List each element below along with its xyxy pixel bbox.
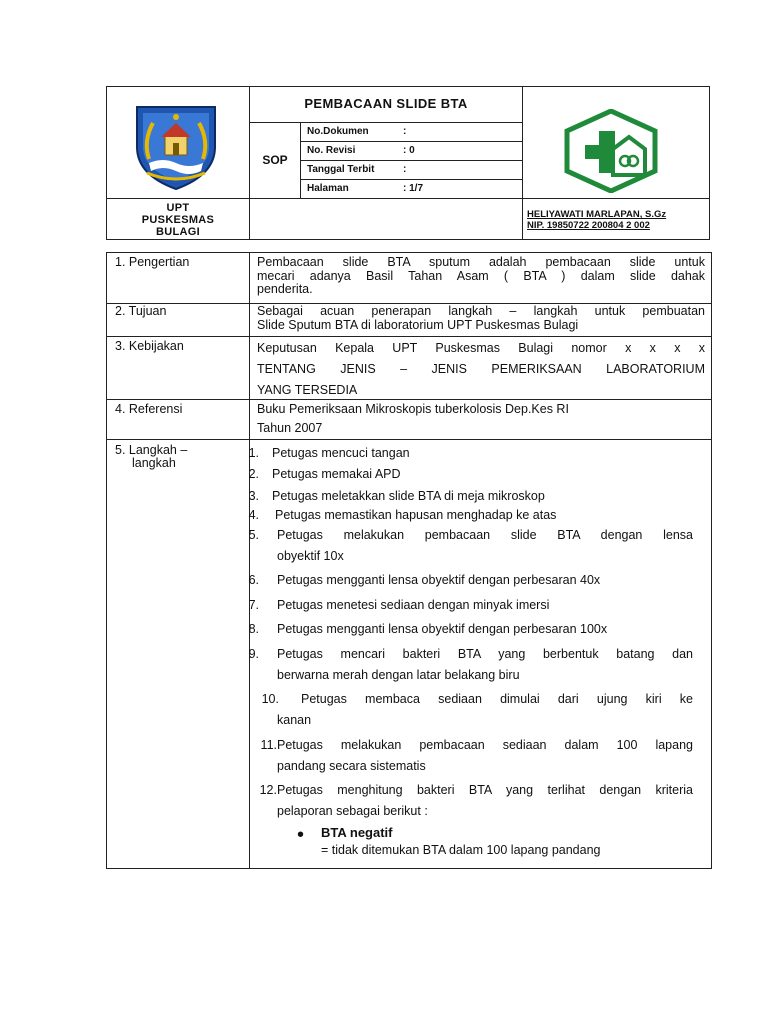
- section-text-kebijakan: [257, 338, 705, 401]
- label-line: 5. Langkah –: [115, 443, 188, 457]
- text-line: Pembacaan slide BTA sputum adalah pembacaan slide untuk: [257, 255, 705, 269]
- step-line: Petugas melakukan pembacaan sediaan dalam 100 lapang: [277, 738, 693, 752]
- step-number: 1.: [248, 446, 259, 460]
- organization-name: [107, 202, 249, 238]
- sop-content-table: [106, 252, 712, 869]
- step-line: pandang secara sistematis: [277, 759, 426, 773]
- divider: [107, 198, 709, 199]
- step-number: 10.: [261, 692, 279, 706]
- step-text: Petugas meletakkan slide BTA di meja mikroskop: [272, 489, 545, 503]
- meta-issue-date: [307, 160, 522, 179]
- text-line: mecari adanya Basil Tahan Asam ( BTA ) dalam slide dahak: [257, 268, 705, 283]
- text-line: Sebagai acuan penerapan langkah – langkah untuk pembuatan: [257, 304, 705, 318]
- section-label-langkah: [115, 444, 187, 470]
- step-line: kanan: [277, 713, 312, 727]
- meta-key: Halaman: [307, 183, 349, 194]
- step-text: [277, 735, 693, 777]
- puskesmas-cross-icon: [563, 109, 659, 193]
- text-line: penderita.: [257, 282, 313, 296]
- step-text: [277, 525, 693, 567]
- step-number: 9.: [248, 647, 259, 661]
- text-line: Slide Sputum BTA di laboratorium UPT Puskesmas Bulagi: [257, 317, 579, 332]
- step-line: Petugas melakukan pembacaan slide BTA dengan lensa: [277, 528, 693, 542]
- meta-key: No. Revisi: [307, 145, 356, 156]
- step-number: 2.: [248, 467, 259, 481]
- step-text: Petugas mengganti lensa obyektif dengan perbesaran 40x: [277, 573, 601, 587]
- label-line: langkah: [132, 456, 176, 470]
- step-number: 6.: [248, 573, 259, 587]
- step-line: berwarna merah dengan latar belakang biru: [277, 668, 520, 682]
- step-text: [277, 689, 693, 731]
- section-label-tujuan: 2. Tujuan: [115, 304, 167, 318]
- step-line: pelaporan sebagai berikut :: [277, 804, 428, 818]
- regency-emblem-icon: [133, 101, 219, 191]
- step-line: Petugas mencari bakteri BTA yang berbentuk batang dan: [277, 647, 693, 661]
- bta-negative-definition: = tidak ditemukan BTA dalam 100 lapang pandang: [321, 843, 601, 857]
- section-text-pengertian: [257, 256, 705, 297]
- text-line: Buku Pemeriksaan Mikroskopis tuberkolosis Dep.Kes RI: [257, 402, 569, 416]
- divider: [522, 87, 523, 239]
- bullet-icon: •: [297, 824, 305, 846]
- step-line: obyektif 10x: [277, 549, 344, 563]
- step-number: 4.: [248, 508, 259, 522]
- bta-negative-title: BTA negatif: [321, 825, 393, 840]
- step-text: [277, 780, 693, 822]
- section-label-kebijakan: 3. Kebijakan: [115, 339, 184, 353]
- org-line: BULAGI: [156, 226, 200, 238]
- step-text: Petugas memakai APD: [272, 467, 401, 481]
- divider: [249, 253, 250, 868]
- meta-document-number: [307, 122, 522, 141]
- meta-key: No.Dokumen: [307, 126, 369, 137]
- meta-key: Tanggal Terbit: [307, 164, 375, 175]
- document-title: PEMBACAAN SLIDE BTA: [304, 96, 468, 111]
- step-number: 3.: [248, 489, 259, 503]
- text-line: Keputusan Kepala UPT Puskesmas Bulagi nomor x x x x: [257, 341, 705, 355]
- document-header: [106, 86, 710, 240]
- step-text: [277, 644, 693, 686]
- text-line: TENTANG JENIS – JENIS PEMERIKSAAN LABORATORIUM: [257, 362, 705, 376]
- step-number: 8.: [248, 622, 259, 636]
- step-number: 11.: [260, 738, 277, 752]
- signatory-nip: NIP. 19850722 200804 2 002: [527, 220, 650, 231]
- step-line: Petugas membaca sediaan dimulai dari ujung kiri ke: [301, 692, 693, 706]
- step-text: Petugas memastikan hapusan menghadap ke atas: [275, 508, 557, 522]
- org-line: UPT: [166, 202, 190, 214]
- step-line: Petugas menghitung bakteri BTA yang terlihat dengan kriteria: [277, 783, 693, 797]
- step-number: 5.: [248, 528, 259, 542]
- section-label-referensi: 4. Referensi: [115, 402, 183, 416]
- divider: [107, 439, 711, 440]
- meta-page: [307, 179, 522, 198]
- section-text-tujuan: [257, 305, 705, 332]
- org-line: PUSKESMAS: [141, 214, 215, 226]
- signatory-name: HELIYAWATI MARLAPAN, S.Gz: [527, 209, 667, 220]
- meta-value: : 1/7: [403, 183, 424, 194]
- step-number: 12.: [259, 783, 277, 797]
- meta-value: :: [403, 126, 407, 137]
- meta-value: :: [403, 164, 407, 175]
- section-label-pengertian: 1. Pengertian: [115, 255, 190, 269]
- sop-label: SOP: [262, 153, 288, 167]
- step-text: Petugas menetesi sediaan dengan minyak imersi: [277, 598, 550, 612]
- meta-revision: [307, 141, 522, 160]
- divider: [107, 336, 711, 337]
- step-number: 7.: [248, 598, 259, 612]
- text-line: YANG TERSEDIA: [257, 383, 358, 397]
- step-text: Petugas mencuci tangan: [272, 446, 410, 460]
- signatory-block: [527, 209, 709, 231]
- meta-value: : 0: [403, 145, 415, 156]
- step-text: Petugas mengganti lensa obyektif dengan perbesaran 100x: [277, 622, 608, 636]
- text-line: Tahun 2007: [257, 421, 323, 435]
- section-text-referensi: [257, 400, 705, 438]
